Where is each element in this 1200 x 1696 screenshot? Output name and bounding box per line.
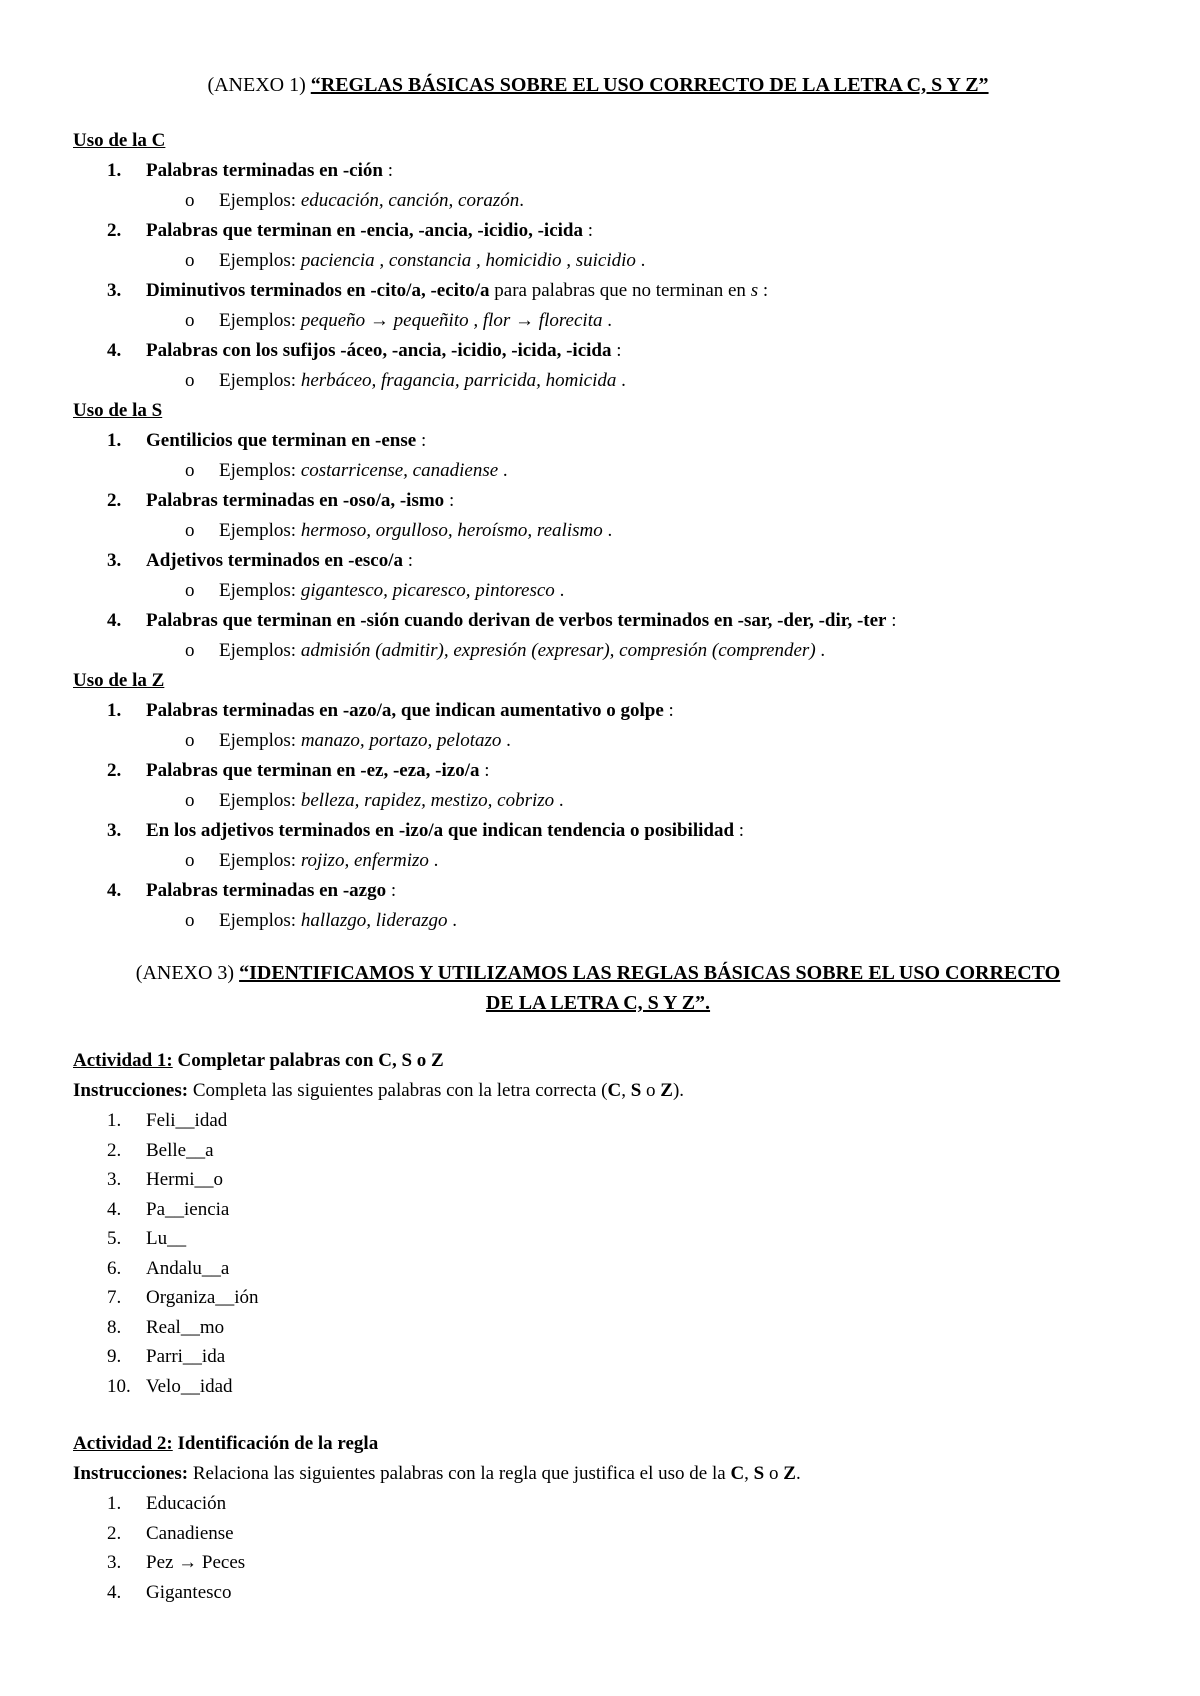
activity1-instr-end: ).	[672, 1080, 685, 1101]
activity2-instructions	[73, 1459, 1123, 1489]
activity1-sep1: ,	[621, 1080, 631, 1101]
list-text: Feli__idad	[146, 1110, 228, 1131]
rule-number: 2.	[107, 760, 122, 781]
list-number: 6.	[107, 1257, 122, 1279]
activity1-heading	[73, 1046, 1123, 1076]
list-number: 1.	[107, 1110, 122, 1131]
rule-rest: :	[416, 430, 427, 451]
list-number: 4.	[107, 1581, 122, 1603]
example-text: hallazgo, liderazgo	[300, 910, 448, 931]
rule-text: Palabras terminadas en -oso/a, -ismo	[146, 490, 445, 511]
bullet-marker: o	[185, 250, 195, 271]
example-text: rojizo, enfermizo	[300, 850, 429, 871]
section-heading: Uso de la Z	[73, 670, 165, 691]
rule-item	[73, 486, 1123, 516]
list-text: Pa__iencia	[146, 1198, 230, 1220]
rule-rest: :	[444, 490, 455, 511]
annex1-title: “REGLAS BÁSICAS SOBRE EL USO CORRECTO DE LA LETRA C, S Y Z”	[310, 74, 989, 96]
section-heading: Uso de la C	[73, 130, 166, 151]
activity2-instr-text: Relaciona las siguientes palabras con la regla que justifica el uso de la	[188, 1463, 731, 1484]
example-item	[73, 516, 1123, 546]
rule-rest: :	[479, 760, 490, 781]
example-end: .	[554, 790, 564, 811]
list-number: 2.	[107, 1522, 122, 1544]
activity2-list	[73, 1489, 1123, 1607]
rule-number: 1.	[107, 160, 122, 181]
rule-rest: :	[382, 160, 393, 181]
rule-number: 4.	[107, 340, 122, 361]
annex3-prefix: (ANEXO 3)	[135, 962, 240, 984]
example-item	[73, 846, 1123, 876]
example-text: herbáceo, fragancia, parricida, homicida	[300, 370, 617, 391]
annex3-heading	[73, 958, 1123, 988]
rule-text: Palabras que terminan en -encia, -ancia, -icidio, -icida	[146, 220, 583, 241]
example-end: .	[447, 910, 458, 931]
rule-text: Palabras terminadas en -ción	[146, 160, 383, 181]
bullet-marker: o	[185, 460, 195, 481]
list-text: Organiza__ión	[146, 1287, 259, 1308]
example-text: hermoso, orgulloso, heroísmo, realismo	[300, 520, 603, 541]
activity1-instr-label: Instrucciones:	[73, 1080, 189, 1101]
rule-number: 3.	[107, 820, 122, 841]
bullet-marker: o	[185, 190, 195, 211]
rule-text: Palabras con los sufijos -áceo, -ancia, -icidio, -icida, -icida	[146, 340, 612, 361]
rule-text: Diminutivos terminados en -cito/a, -ecito/a	[146, 280, 490, 301]
list-text: Gigantesco	[146, 1581, 232, 1603]
bullet-marker: o	[185, 370, 195, 391]
list-item	[73, 1489, 1123, 1519]
rule-number: 3.	[107, 550, 122, 571]
list-number: 2.	[107, 1139, 122, 1161]
rule-rest: :	[611, 340, 622, 361]
rule-text: Palabras terminadas en -azo/a, que indican aumentativo o golpe	[146, 700, 664, 721]
rule-rest: :	[886, 610, 897, 631]
example-item	[73, 246, 1123, 276]
rule-item	[73, 426, 1123, 456]
example-end: .	[602, 520, 613, 541]
annex3-title-line1: “IDENTIFICAMOS Y UTILIZAMOS LAS REGLAS BÁSICAS SOBRE EL USO CORRECTO	[239, 962, 1061, 984]
bullet-marker: o	[185, 730, 195, 751]
example-label: Ejemplos:	[219, 460, 301, 481]
example-end: .	[501, 730, 511, 751]
rule-text: Palabras que terminan en -sión cuando derivan de verbos terminados en -sar, -der, -dir, -ter	[146, 610, 887, 631]
activity1-title: Completar palabras con C, S o Z	[172, 1050, 444, 1071]
list-text: Belle__a	[146, 1139, 214, 1161]
example-label: Ejemplos:	[219, 190, 301, 211]
rule-text: Adjetivos terminados en -esco/a	[146, 550, 403, 571]
example-text: paciencia , constancia , homicidio , suicidio	[300, 250, 636, 271]
rule-rest-italic: s	[750, 280, 759, 301]
list-item	[73, 1342, 1123, 1372]
activity2-letter-z: Z	[783, 1463, 796, 1484]
list-number: 1.	[107, 1493, 122, 1514]
rule-rest: :	[403, 550, 414, 571]
rule-item	[73, 756, 1123, 786]
annex3-heading-line2	[73, 988, 1123, 1018]
example-text: manazo, portazo, pelotazo	[300, 730, 502, 751]
rule-item	[73, 876, 1123, 906]
example-item	[73, 306, 1123, 336]
list-text: Canadiense	[146, 1522, 234, 1544]
rule-text: Gentilicios que terminan en -ense	[146, 430, 417, 451]
activity2-title: Identificación de la regla	[172, 1433, 379, 1454]
bullet-marker: o	[185, 640, 195, 661]
list-item	[73, 1313, 1123, 1343]
rule-rest: :	[386, 880, 397, 901]
activity1-letter-c: C	[607, 1080, 622, 1101]
list-number: 3.	[107, 1552, 122, 1573]
rule-item	[73, 546, 1123, 576]
annex1-prefix: (ANEXO 1)	[207, 74, 311, 96]
activity2-heading	[73, 1429, 1123, 1459]
rule-item	[73, 216, 1123, 246]
rule-item	[73, 696, 1123, 726]
list-item	[73, 1548, 1123, 1578]
activity2-letter-s: S	[753, 1463, 765, 1484]
example-label: Ejemplos:	[219, 580, 301, 601]
list-item	[73, 1519, 1123, 1549]
activity2-sep2: o	[764, 1463, 784, 1484]
rule-rest: para palabras que no terminan en	[489, 280, 751, 301]
example-item	[73, 186, 1123, 216]
rule-text: Palabras terminadas en -azgo	[146, 880, 387, 901]
list-number: 7.	[107, 1287, 122, 1308]
bullet-marker: o	[185, 790, 195, 811]
example-label: Ejemplos:	[219, 520, 301, 541]
list-item	[73, 1254, 1123, 1284]
list-text: Parri__ida	[146, 1346, 226, 1367]
list-item	[73, 1165, 1123, 1195]
list-text: Andalu__a	[146, 1257, 230, 1279]
example-end: .	[428, 850, 439, 871]
rule-item	[73, 816, 1123, 846]
example-item	[73, 906, 1123, 936]
rule-number: 1.	[107, 700, 122, 721]
rule-number: 3.	[107, 280, 122, 301]
list-number: 4.	[107, 1198, 122, 1220]
annex3-title-line2: DE LA LETRA C, S Y Z”.	[485, 992, 711, 1014]
example-item	[73, 456, 1123, 486]
activity1-sep2: o	[641, 1080, 661, 1101]
rule-number: 1.	[107, 430, 122, 451]
list-item	[73, 1578, 1123, 1608]
activity2-label: Actividad 2:	[73, 1433, 173, 1454]
example-text: pequeño → pequeñito , flor → florecita	[300, 310, 603, 331]
rule-item	[73, 276, 1123, 306]
example-end: .	[554, 580, 565, 601]
example-item	[73, 636, 1123, 666]
example-text: belleza, rapidez, mestizo, cobrizo	[300, 790, 555, 811]
activity1-label: Actividad 1:	[73, 1050, 173, 1071]
example-end: .	[602, 310, 612, 331]
bullet-marker: o	[185, 310, 195, 331]
list-text: Real__mo	[146, 1316, 225, 1338]
example-item	[73, 726, 1123, 756]
example-item	[73, 786, 1123, 816]
example-end: .	[635, 250, 646, 271]
list-item	[73, 1372, 1123, 1402]
example-end: .	[498, 460, 508, 481]
list-text: Educación	[146, 1493, 227, 1514]
rule-item	[73, 606, 1123, 636]
example-item	[73, 576, 1123, 606]
bullet-marker: o	[185, 910, 195, 931]
list-item	[73, 1224, 1123, 1254]
rule-number: 4.	[107, 610, 122, 631]
rule-text: Palabras que terminan en -ez, -eza, -izo/a	[146, 760, 480, 781]
list-item	[73, 1283, 1123, 1313]
example-text: gigantesco, picaresco, pintoresco	[300, 580, 555, 601]
example-label: Ejemplos:	[219, 910, 301, 931]
example-label: Ejemplos:	[219, 730, 301, 751]
example-label: Ejemplos:	[219, 640, 301, 661]
example-label: Ejemplos:	[219, 370, 301, 391]
list-item	[73, 1195, 1123, 1225]
section-heading: Uso de la S	[73, 400, 163, 421]
example-text: costarricense, canadiense	[300, 460, 499, 481]
example-end: .	[519, 190, 525, 211]
list-number: 5.	[107, 1228, 122, 1249]
rule-rest-end: :	[758, 280, 769, 301]
example-text: educación, canción, corazón	[300, 190, 520, 211]
example-end: .	[616, 370, 626, 391]
activity1-list	[73, 1106, 1123, 1401]
document-page	[73, 70, 1123, 1607]
activity2-instr-label: Instrucciones:	[73, 1463, 189, 1484]
rule-number: 4.	[107, 880, 122, 901]
list-number: 8.	[107, 1316, 122, 1338]
bullet-marker: o	[185, 580, 195, 601]
activity2-sep1: ,	[744, 1463, 754, 1484]
example-label: Ejemplos:	[219, 790, 301, 811]
activity1-instr-text: Completa las siguientes palabras con la letra correcta (	[188, 1080, 608, 1101]
list-text: Lu__	[146, 1228, 187, 1249]
rule-number: 2.	[107, 220, 122, 241]
example-item	[73, 366, 1123, 396]
activity2-letter-c: C	[730, 1463, 745, 1484]
rule-item	[73, 156, 1123, 186]
example-label: Ejemplos:	[219, 850, 301, 871]
example-text: admisión (admitir), expresión (expresar), compresión (comprender)	[300, 640, 816, 661]
list-text: Hermi__o	[146, 1169, 224, 1190]
bullet-marker: o	[185, 520, 195, 541]
rule-number: 2.	[107, 490, 122, 511]
rule-rest: :	[582, 220, 594, 241]
activity1-letter-s: S	[630, 1080, 642, 1101]
example-label: Ejemplos:	[219, 310, 301, 331]
rules-sections	[73, 126, 1123, 936]
activity1-instructions	[73, 1076, 1123, 1106]
list-text: Pez → Peces	[146, 1552, 246, 1573]
annex1-heading	[73, 70, 1123, 100]
example-label: Ejemplos:	[219, 250, 301, 271]
rule-rest: :	[663, 700, 674, 721]
activity2-instr-end: .	[795, 1463, 801, 1484]
list-item	[73, 1136, 1123, 1166]
list-text: Velo__idad	[146, 1375, 233, 1397]
list-number: 10.	[107, 1375, 131, 1397]
activity1-letter-z: Z	[660, 1080, 673, 1101]
example-end: .	[815, 640, 826, 661]
list-number: 9.	[107, 1346, 122, 1367]
rule-text: En los adjetivos terminados en -izo/a que indican tendencia o posibilidad	[146, 820, 735, 841]
list-item	[73, 1106, 1123, 1136]
rule-rest: :	[734, 820, 745, 841]
rule-item	[73, 336, 1123, 366]
list-number: 3.	[107, 1169, 122, 1190]
bullet-marker: o	[185, 850, 195, 871]
